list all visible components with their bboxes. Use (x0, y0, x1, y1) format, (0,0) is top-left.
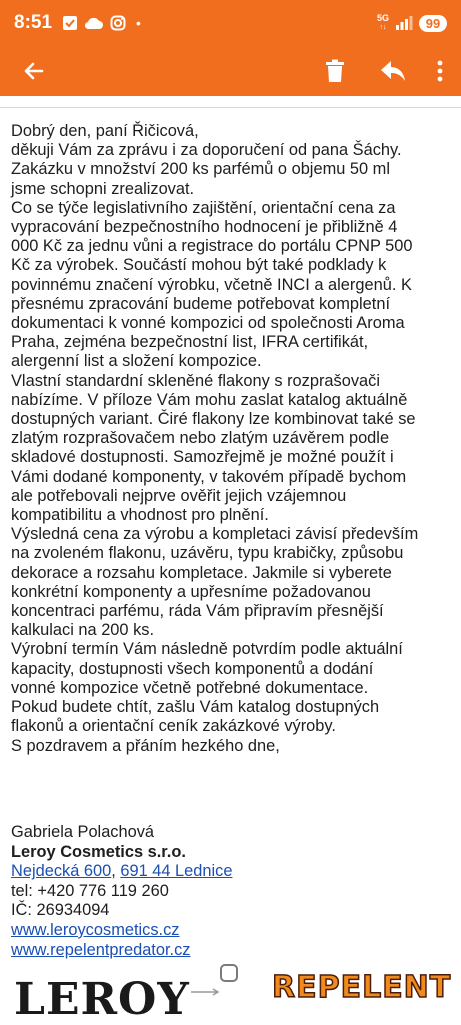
website-leroy-link[interactable]: www.leroycosmetics.cz (11, 920, 180, 939)
email-signature (11, 823, 451, 960)
email-line: Vlastní standardní skleněné flakony s rozprašovači (11, 371, 380, 390)
address-separator: , (111, 862, 121, 881)
email-line: konkrétní komponenty a upřesníme požadovanou (11, 582, 371, 601)
network-type: 5G (376, 13, 389, 23)
reply-button[interactable] (371, 49, 415, 93)
back-button[interactable] (12, 49, 56, 93)
arrow-left-icon (22, 59, 46, 83)
email-line: povinnému značení výrobku, včetně INCI a alergenů. K (11, 275, 412, 294)
reply-icon (380, 60, 406, 82)
email-line: skladové dostupnosti. Samozřejmě je možné použít i (11, 448, 394, 467)
address-street-link[interactable]: Nejdecká 600 (11, 862, 112, 881)
email-line: Pokud budete chtít, zašlu Vám katalog dostupných (11, 698, 380, 717)
email-line: Výsledná cena za výrobu a kompletaci závisí především (11, 525, 419, 544)
signature-company: Leroy Cosmetics s.r.o. (11, 842, 186, 861)
network-indicator (377, 14, 389, 32)
email-line: kompatibilitu a vhodnost pro plnění. (11, 506, 269, 525)
email-line: kapacity, dostupnosti všech komponentů a dodání (11, 659, 374, 678)
status-right (377, 14, 447, 32)
email-line: jsme schopni zrealizovat. (11, 179, 195, 198)
email-line: Co se týče legislativního zajištění, orientační cena za (11, 198, 396, 217)
trash-icon (324, 59, 346, 83)
delete-button[interactable] (313, 49, 357, 93)
email-line: koncentraci parfému, ráda Vám připravím přesnější (11, 602, 384, 621)
repelent-logo: REPELENT (272, 970, 452, 1005)
email-line: Výrobní termín Vám následně potvrdím podle aktuální (11, 640, 403, 659)
signature-name: Gabriela Polachová (11, 823, 155, 841)
signature-ico: IČ: 26934094 (11, 901, 110, 920)
email-toolbar (0, 46, 461, 96)
email-line: flakonů a orientační ceník zakázkové výroby. (11, 717, 336, 736)
address-city-link[interactable]: 691 44 Lednice (120, 862, 233, 881)
email-line: Dobrý den, paní Řičicová, (11, 122, 199, 140)
more-vertical-icon (437, 60, 443, 82)
email-line: 000 Kč za jednu vůni a registrace do portálu CPNP 500 (11, 237, 413, 256)
email-line: zlatým rozprašovačem nebo zlatým uzávěrem podle (11, 429, 390, 448)
email-line: nabízíme. V příloze Vám mohu zaslat katalog aktuálně (11, 390, 408, 409)
network-arrows: ↑↓ (379, 24, 387, 31)
battery-level: 99 (419, 15, 447, 32)
nav-gesture-arrow-icon (190, 988, 220, 996)
email-line: Kč za výrobek. Součástí mohou být také podklady k (11, 256, 387, 275)
email-line: dostupných variant. Čiré flakony lze kombinovat také se (11, 410, 416, 429)
more-options-button[interactable] (425, 49, 455, 93)
email-line: dokumentaci k vonné kompozici od společnosti Aroma (11, 314, 405, 333)
email-line: alergenní list a složení kompozice. (11, 352, 262, 371)
status-dot: • (136, 15, 141, 31)
status-time: 8:51 (14, 12, 53, 33)
cloud-icon (84, 16, 104, 30)
email-line: vypracování bezpečnostního hodnocení je přibližně 4 (11, 218, 398, 237)
status-notification-icons (62, 15, 141, 31)
email-line: na zvoleném flakonu, uzávěru, typu krabičky, způsobu (11, 544, 404, 563)
email-line: S pozdravem a přáním hezkého dne, (11, 736, 280, 755)
signature-address (11, 862, 451, 882)
header-divider (0, 96, 461, 108)
email-line: ale potřebovali nejprve ověřit jejich vzájemnou (11, 486, 347, 505)
signature-phone[interactable]: tel: +420 776 119 260 (11, 881, 169, 900)
email-body (11, 122, 451, 756)
recent-apps-icon[interactable] (220, 964, 238, 982)
email-line: přesnému zpracování budeme potřebovat kompletní (11, 294, 391, 313)
email-line: Zakázku v množství 200 ks parfémů o objemu 50 ml (11, 160, 390, 179)
email-line: děkuji Vám za zprávu i za doporučení od pana Šáchy. (11, 141, 402, 160)
checkbox-notification-icon (62, 15, 78, 31)
instagram-icon (110, 15, 126, 31)
email-line: Praha, zejména bezpečnostní list, IFRA certifikát, (11, 333, 369, 352)
email-line: kalkulaci na 200 ks. (11, 621, 155, 640)
status-bar (0, 0, 461, 46)
email-line: vonné kompozice včetně potřebné dokumentace. (11, 678, 369, 697)
website-repelent-link[interactable]: www.repelentpredator.cz (11, 940, 191, 959)
email-line: Vámi dodané komponenty, v takovém případě bychom (11, 467, 407, 486)
email-line: dekorace a rozsahu kompletace. Jakmile si vyberete (11, 563, 392, 582)
signal-icon (395, 16, 413, 30)
leroy-logo: LEROY (14, 974, 190, 1025)
